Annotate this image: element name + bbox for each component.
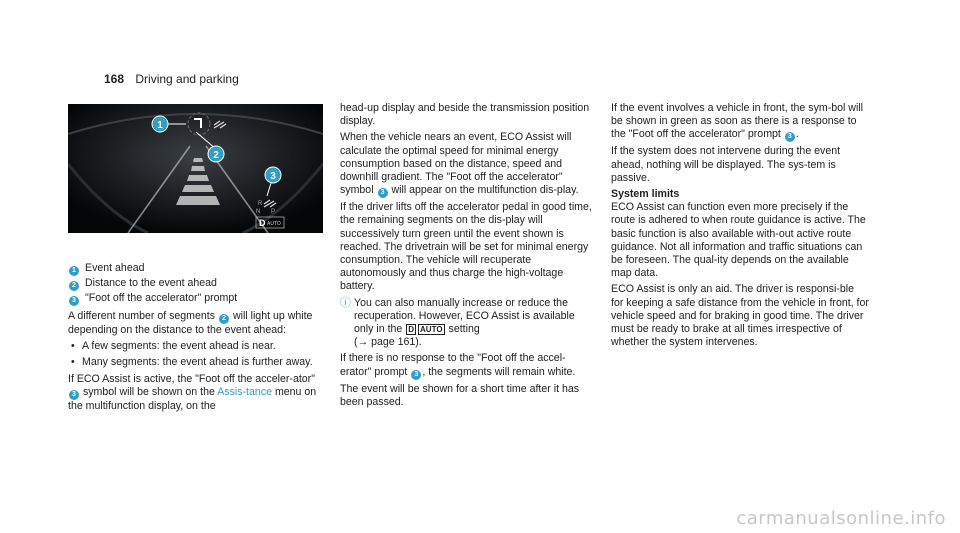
bullet-item: • A few segments: the event ahead is near.	[68, 340, 323, 353]
legend-text-1: Event ahead	[85, 262, 145, 274]
legend-item	[68, 277, 323, 291]
callout-2-label: 2	[213, 150, 219, 161]
badge-3: 3	[69, 296, 79, 306]
paragraph: If there is no response to the "Foot off the accel-erator" prompt 3 , the segments will remain white.	[340, 352, 576, 378]
paragraph: head-up display and beside the transmission position display.	[340, 102, 590, 128]
section-title: Driving and parking	[135, 72, 239, 86]
cluster-illustration	[68, 104, 323, 233]
paragraph: ECO Assist is only an aid. The driver is responsi-ble for keeping a safe distance from the vehicle in front, for vehicle speed and for braking in good time. The driver must be ready to brake at all times irrespective of whether the system intervenes.	[611, 283, 869, 349]
info-note: ⓘ You can also manually increase or reduce the recuperation. However, ECO Assist is available only in the D AUTO setting (→ page 161).	[340, 296, 575, 349]
column-2	[340, 102, 595, 409]
paragraph: When the vehicle nears an event, ECO Assist will calculate the optimal speed for minimal energy consumption based on the distance, speed and downhill gradient. The "Foot off the accelerator" symbol 3 will appear on the multifunction dis-play.	[340, 131, 579, 197]
legend-text-3: "Foot off the accelerator" prompt	[85, 292, 238, 304]
callout-2	[208, 146, 224, 162]
callout-3-label: 3	[270, 171, 276, 182]
assistance-menu-link[interactable]: Assis-tance	[217, 385, 272, 398]
gear-r-label: R	[258, 201, 263, 207]
column-1	[68, 262, 323, 413]
gear-n-label: N	[256, 209, 261, 215]
callout-1-label: 1	[157, 120, 163, 131]
page-reference-link[interactable]: (→ page 161).	[354, 336, 422, 349]
info-icon: ⓘ	[340, 296, 351, 309]
badge-2: 2	[219, 314, 229, 324]
auto-key-icon: AUTO	[420, 325, 443, 335]
paragraph: If the driver lifts off the accelerator pedal in good time, the remaining segments on the dis-play will successively turn green until the event shown is reached. The drivetrain will be set for minimal energy consumption. The vehicle will recuperate autonomously and thus charge the high-voltage battery.	[340, 201, 592, 293]
page-number: 168	[104, 72, 125, 86]
page-header	[104, 72, 239, 86]
auto-label: AUTO	[267, 221, 281, 227]
badge-3: 3	[69, 390, 79, 400]
paragraph: ECO Assist can function even more precisely if the route is adhered to when route guidance is active. The basic function is also available with-out active route guidance. Not all information and traffic situations can be foreseen. The qual-ity depends on the available map data.	[611, 201, 866, 280]
cluster-figure	[68, 104, 323, 233]
watermark: carmanualsonline.info	[736, 508, 946, 529]
badge-3: 3	[378, 188, 388, 198]
gear-p-label: P	[271, 209, 276, 215]
badge-2: 2	[69, 281, 79, 291]
paragraph: A different number of segments 2 will light up white depending on the distance to the event ahead:	[68, 310, 313, 336]
callout-3	[265, 167, 281, 183]
section-heading: System limits	[611, 188, 680, 201]
paragraph: The event will be shown for a short time after it has been passed.	[340, 382, 580, 408]
badge-3: 3	[785, 132, 795, 142]
legend-text-2: Distance to the event ahead	[85, 277, 217, 289]
callout-1	[152, 116, 168, 132]
badge-3: 3	[411, 370, 421, 380]
column-3	[611, 102, 869, 349]
gear-d-label: D	[259, 218, 266, 228]
badge-1: 1	[69, 266, 79, 276]
paragraph: If ECO Assist is active, the "Foot off the acceler-ator" 3 symbol will be shown on the Assis-tance menu on the multifunction display, on the	[68, 372, 317, 412]
legend-item	[68, 292, 323, 306]
paragraph: If the event involves a vehicle in front, the sym-bol will be shown in green as soon as there is a response to the "Foot off the accelerator" prompt 3 .	[611, 102, 864, 141]
figure-legend	[68, 262, 323, 306]
bullet-item: • Many segments: the event ahead is further away.	[68, 356, 323, 369]
legend-item	[68, 262, 323, 276]
d-key-icon: D	[408, 325, 415, 335]
paragraph: If the system does not intervene during the event ahead, nothing will be displayed. The sys-tem is passive.	[611, 145, 841, 184]
